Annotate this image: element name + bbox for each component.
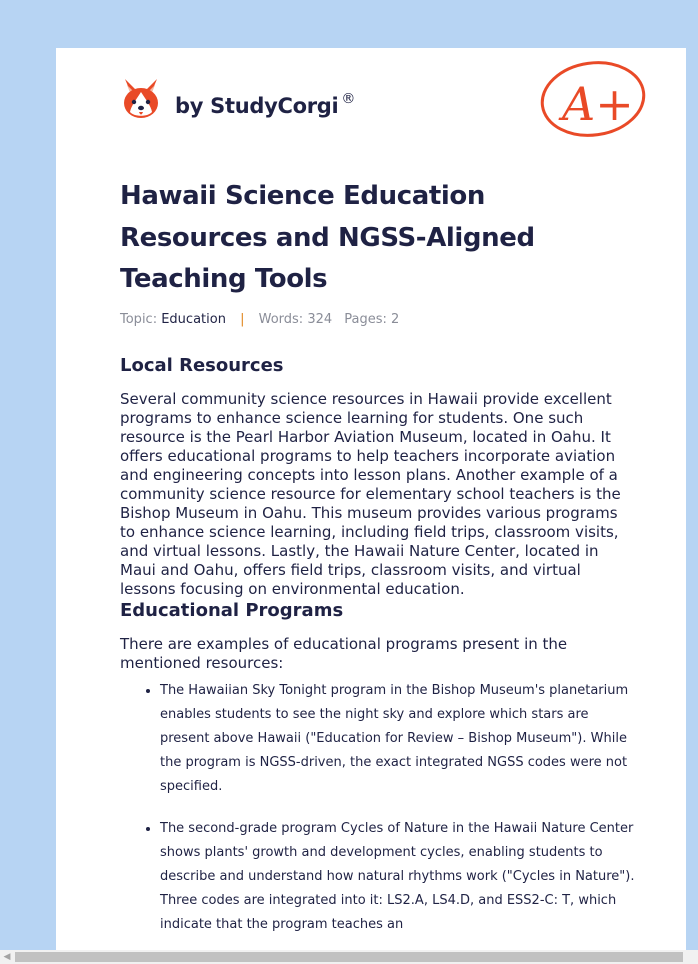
scrollbar-thumb[interactable] bbox=[15, 952, 683, 962]
list-item: • The Hawaiian Sky Tonight program in the Bishop Museum's planetarium enables students to see the night sky and explore which stars are present above Hawaii ("Education for Review – Bishop Museum"). While the program is NGSS-driven, the exact integrated NGSS codes were not specified. bbox=[160, 679, 635, 799]
page-title: Hawaii Science Education Resources and NGSS-Aligned Teaching Tools bbox=[120, 181, 535, 294]
document-meta bbox=[120, 312, 399, 327]
grade-badge bbox=[538, 60, 648, 140]
list-item: • The second-grade program Cycles of Nature in the Hawaii Nature Center shows plants' growth and development cycles, enabling students to describe and understand how natural rhythms work ("Cycles in Nature"). Three codes are integrated into it: LS2.A, LS4.D, and ESS2-C: T, which indicate that the program teaches an bbox=[160, 817, 635, 937]
program-list bbox=[120, 679, 635, 937]
topic-link[interactable]: Education bbox=[161, 312, 226, 327]
site-header bbox=[120, 76, 360, 126]
document-body bbox=[120, 354, 635, 950]
horizontal-scrollbar[interactable] bbox=[0, 950, 698, 964]
page-count: Pages: 2 bbox=[344, 312, 400, 327]
meta-separator: | bbox=[240, 312, 245, 327]
brand-text: by StudyCorgi bbox=[175, 94, 339, 118]
brand-name[interactable] bbox=[175, 91, 356, 118]
section-paragraph: Several community science resources in Hawaii provide excellent programs to enhance science learning for students. One such resource is the Pearl Harbor Aviation Museum, located in Oahu. It offers educational programs to help teachers incorporate aviation and engineering concepts into lesson plans. Another example of a community science resource for elementary school teachers is the Bishop Museum in Oahu. This museum provides various programs to enhance science learning, including field trips, classroom visits, and virtual lessons. Lastly, the Hawaii Nature Center, located in Maui and Oahu, offers field trips, classroom visits, and virtual lessons focusing on environmental education. bbox=[120, 390, 621, 598]
section-paragraph: There are examples of educational programs present in the mentioned resources: bbox=[120, 635, 568, 672]
section-heading-local-resources: Local Resources bbox=[120, 355, 284, 376]
word-count: Words: 324 bbox=[258, 312, 333, 327]
document-page bbox=[56, 48, 686, 950]
corgi-logo-icon[interactable] bbox=[122, 76, 160, 120]
section-heading-educational-programs: Educational Programs bbox=[120, 600, 344, 621]
topic-label: Topic: bbox=[120, 312, 158, 327]
registered-mark: ® bbox=[341, 91, 356, 107]
a-plus-grade-icon bbox=[538, 60, 648, 140]
grade-badge-text: A+ bbox=[562, 77, 634, 131]
scroll-left-arrow-icon[interactable]: ◀ bbox=[3, 952, 11, 962]
